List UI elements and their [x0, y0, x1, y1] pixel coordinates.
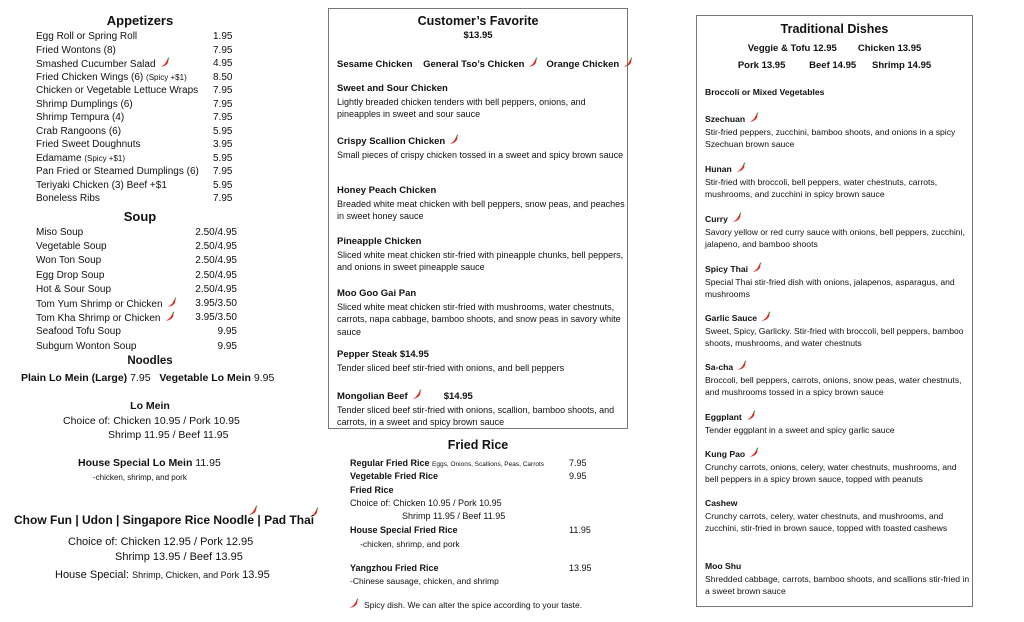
spicy-legend — [348, 598, 582, 612]
quick-item: Orange Chicken — [546, 59, 620, 70]
dish-desc: Small pieces of crispy chicken tossed in a sweet and spicy brown sauce — [337, 149, 624, 160]
dish-name: Moo Shu — [705, 561, 742, 571]
soup-row — [36, 240, 241, 253]
item-name: Tom Kha Shrimp or Chicken — [36, 313, 161, 325]
dish-name-line — [337, 134, 625, 149]
item-price: 1.95 — [213, 31, 233, 42]
appetizer-row — [36, 84, 241, 97]
chili-icon — [751, 262, 762, 273]
traditional-dish — [705, 410, 971, 436]
chili-icon — [166, 297, 177, 308]
dish-name: Curry — [705, 214, 728, 224]
dish-name-line — [705, 447, 971, 461]
fried-rice-line2: Shrimp 11.95 / Beef 11.95 — [402, 511, 506, 521]
dish-desc: Crunchy carrots, celery, water chestnuts, and mushrooms, and zucchini, stir-fried in brown sauce, topped with toasted cashews — [705, 510, 948, 533]
item-price: 7.95 — [213, 193, 233, 204]
lo-mein-line2: Shrimp 11.95 / Beef 11.95 — [108, 429, 229, 441]
house-lo-mein-name: House Special Lo Mein — [78, 457, 193, 469]
traditional-title: Traditional Dishes — [780, 22, 889, 36]
favorite-dish — [337, 185, 625, 223]
item-price: 9.95 — [217, 326, 237, 338]
dish-name: Eggplant — [705, 412, 742, 422]
fried-rice-choice-title: Fried Rice — [350, 485, 394, 495]
item-name: Won Ton Soup — [36, 255, 102, 267]
favorite-dish — [337, 349, 625, 374]
item-name: Shrimp Tempura (4) — [36, 112, 125, 123]
chow-line1: Choice of: Chicken 12.95 / Pork 12.95 — [68, 536, 254, 548]
dish-name-line — [337, 389, 625, 404]
item-price: 9.95 — [217, 340, 237, 352]
veg-lo-mein-name: Vegetable Lo Mein — [159, 372, 251, 384]
soup-row — [36, 254, 241, 267]
favorite-dish — [337, 134, 625, 161]
item-name: Smashed Cucumber Salad — [36, 59, 156, 70]
dish-desc: Broccoli, bell peppers, carrots, onions, snow peas, water chestnuts, and mushrooms tossed in a spicy brown sauce — [705, 374, 962, 397]
traditional-dish — [705, 212, 971, 251]
item-name: Egg Drop Soup — [36, 269, 105, 281]
yangzhou-fried-rice-price: 13.95 — [569, 563, 592, 573]
regular-fried-rice-name: Regular Fried Rice — [350, 458, 430, 468]
house-lo-mein-price: 11.95 — [195, 457, 221, 469]
item-price: 7.95 — [213, 112, 233, 123]
dish-name: Spicy Thai — [705, 264, 748, 274]
item-price: 4.95 — [213, 58, 233, 69]
item-price: 2.50/4.95 — [195, 241, 237, 253]
dish-name: Pineapple Chicken — [337, 236, 422, 247]
item-name: Egg Roll or Spring Roll — [36, 31, 138, 42]
item-name: Tom Yum Shrimp or Chicken — [36, 299, 163, 310]
traditional-dishes-box — [696, 15, 973, 607]
favorite-dish — [337, 236, 625, 274]
soup-row — [36, 325, 241, 338]
dish-name-line — [705, 112, 971, 126]
noodles-title: Noodles — [127, 355, 173, 367]
appetizer-row — [36, 71, 241, 84]
dish-name-line — [705, 311, 971, 325]
favorites-title: Customer’s Favorite — [417, 14, 539, 28]
dish-name: Pepper Steak $14.95 — [337, 349, 429, 360]
item-price: 2.50/4.95 — [195, 269, 237, 281]
lo-mein-line1: Choice of: Chicken 10.95 / Pork 10.95 — [63, 415, 240, 427]
house-lo-mein-desc: -chicken, shrimp, and pork — [93, 473, 187, 482]
item-price: 3.95/3.50 — [195, 298, 237, 309]
item-price: 7.95 — [213, 44, 233, 56]
item-price: 5.95 — [213, 152, 233, 164]
chow-house-price: 13.95 — [242, 569, 270, 581]
protein-price: Chicken 13.95 — [857, 43, 922, 54]
traditional-prices-row1 — [697, 43, 972, 54]
chili-icon — [745, 410, 756, 421]
chili-icon — [748, 112, 759, 123]
dish-desc: Shredded cabbage, carrots, bamboo shoots, and scallions stir-fried in a sweet brown sauce — [705, 573, 970, 596]
dish-name: Sweet and Sour Chicken — [337, 83, 448, 94]
dish-name: Hunan — [705, 164, 732, 174]
item-price: 7.95 — [213, 166, 233, 177]
soup-row — [36, 283, 241, 296]
chili-icon — [736, 360, 747, 371]
veg-option: Broccoli or Mixed Vegetables — [705, 87, 825, 97]
favorite-dish — [337, 288, 625, 338]
regular-fried-rice-price: 7.95 — [569, 458, 587, 468]
yangzhou-fried-rice-desc: -Chinese sausage, chicken, and shrimp — [350, 576, 499, 586]
dish-name-line — [705, 497, 971, 510]
fried-rice-title: Fried Rice — [447, 438, 509, 452]
chili-icon — [731, 212, 742, 223]
favorites-price: $13.95 — [463, 30, 493, 41]
item-name: Pan Fried or Steamed Dumplings (6) — [36, 166, 199, 177]
appetizer-row — [36, 192, 241, 205]
dish-name: Mongolian Beef — [337, 391, 408, 402]
dish-name-line — [337, 349, 625, 362]
dish-name-line — [705, 560, 971, 573]
chili-icon — [159, 57, 170, 68]
chow-house-row — [55, 569, 270, 582]
dish-name-line — [705, 212, 971, 226]
dish-desc: Crunchy carrots, onions, celery, water chestnuts, mushrooms, and bell peppers in a spicy brown sauce, topped with peanuts — [705, 461, 957, 484]
fried-rice-line1: Choice of: Chicken 10.95 / Pork 10.95 — [350, 498, 502, 508]
item-name: Hot & Sour Soup — [36, 283, 112, 295]
dish-name: Honey Peach Chicken — [337, 185, 437, 196]
dish-desc: Stir-fried peppers, zucchini, bamboo shoots, and onions in a spicy Szechuan brown sauce — [705, 126, 956, 149]
lo-mein-title: Lo Mein — [130, 400, 170, 412]
item-price: 5.95 — [213, 179, 233, 191]
dish-desc: Sliced white meat chicken stir-fried with pineapple chunks, bell peppers, and onions in sweet pineapple sauce — [337, 249, 624, 272]
chili-icon — [527, 57, 538, 68]
dish-name-line — [705, 410, 971, 424]
item-price: 2.50/4.95 — [195, 283, 237, 295]
dish-desc: Tender sliced beef stir-fried with onions, and bell peppers — [337, 362, 565, 373]
item-name: Boneless Ribs — [36, 193, 100, 204]
traditional-dish — [705, 112, 971, 151]
favorites-quick-row — [337, 57, 633, 70]
item-note: (Spicy +$1) — [84, 153, 126, 163]
traditional-dish — [705, 447, 971, 486]
chow-house-label: House Special: — [55, 569, 129, 581]
traditional-prices-row2 — [697, 60, 972, 71]
item-price: 3.95 — [213, 139, 233, 150]
soup-title: Soup — [123, 209, 157, 224]
chili-icon — [748, 447, 759, 458]
item-price: 2.50/4.95 — [195, 255, 237, 267]
traditional-dish — [705, 262, 971, 301]
item-price: 5.95 — [213, 125, 233, 137]
item-name: Miso Soup — [36, 227, 84, 238]
dish-name: Kung Pao — [705, 449, 746, 459]
dish-desc: Sweet, Spicy, Garlicky. Stir-fried with broccoli, bell peppers, bamboo shoots, mushrooms, and water chestnuts — [705, 325, 964, 348]
chili-icon — [411, 389, 422, 400]
item-name: Crab Rangoons (6) — [36, 125, 122, 137]
appetizer-row — [36, 57, 241, 71]
dish-desc: Breaded white meat chicken with bell peppers, snow peas, and peaches in sweet honey sauce — [337, 198, 625, 221]
item-name: Chicken or Vegetable Lettuce Wraps — [36, 85, 199, 96]
quick-item: Sesame Chicken — [337, 59, 413, 70]
dish-name-line — [705, 262, 971, 276]
regular-fried-rice-note: Eggs, Onions, Scallions, Peas, Carrots — [432, 461, 545, 468]
chili-icon — [348, 598, 359, 609]
item-name: Fried Sweet Doughnuts — [36, 139, 141, 150]
dish-desc: Sliced white meat chicken stir-fried with mushrooms, water chestnuts, carrots, napa cabbage, bamboo shoots, and snow peas in savory white sauce — [337, 301, 621, 337]
protein-price: Pork 13.95 — [737, 60, 786, 71]
house-fried-rice-name: House Special Fried Rice — [350, 525, 458, 535]
appetizer-row — [36, 179, 241, 192]
chili-icon — [735, 162, 746, 173]
chili-icon — [164, 311, 175, 322]
dish-name: Moo Goo Gai Pan — [337, 288, 417, 299]
dish-name-line — [337, 288, 625, 301]
item-name: Fried Wontons (8) — [36, 44, 116, 56]
customers-favorite-box — [328, 8, 628, 429]
item-price: 3.95/3.50 — [195, 312, 237, 324]
item-name: Subgum Wonton Soup — [36, 340, 137, 352]
traditional-dish — [705, 560, 971, 598]
veg-fried-rice-price: 9.95 — [569, 471, 587, 481]
protein-price: Veggie & Tofu 12.95 — [747, 43, 837, 54]
protein-price: Shrimp 14.95 — [872, 60, 932, 71]
protein-price: Beef 14.95 — [809, 60, 857, 71]
dish-name-line — [337, 236, 625, 249]
appetizer-row — [36, 152, 241, 165]
item-name: Shrimp Dumplings (6) — [36, 98, 133, 110]
veg-fried-rice-name: Vegetable Fried Rice — [350, 471, 439, 481]
traditional-dish — [705, 360, 971, 399]
item-name: Seafood Tofu Soup — [36, 326, 121, 338]
soup-row — [36, 269, 241, 282]
chow-line2: Shrimp 13.95 / Beef 13.95 — [115, 551, 243, 563]
dish-name: Szechuan — [705, 114, 746, 124]
plain-lo-mein-price: 7.95 — [130, 372, 151, 384]
item-price: 8.50 — [213, 71, 233, 83]
dish-name: Sa-cha — [705, 362, 734, 372]
item-price: 2.50/4.95 — [195, 227, 237, 238]
veg-lo-mein-price: 9.95 — [253, 372, 275, 384]
favorite-dish — [337, 83, 625, 121]
appetizer-row — [36, 138, 241, 151]
traditional-dish — [705, 311, 971, 350]
dish-name: Crispy Scallion Chicken — [337, 136, 446, 147]
dish-name-line — [705, 162, 971, 176]
house-fried-rice-price: 11.95 — [569, 525, 591, 535]
plain-lo-mein-name: Plain Lo Mein (Large) — [21, 372, 128, 384]
appetizers-title: Appetizers — [106, 13, 174, 28]
dish-desc: Tender eggplant in a sweet and spicy garlic sauce — [705, 424, 895, 435]
dish-desc: Savory yellow or red curry sauce with onions, bell peppers, zucchini, jalapeno, and bamboo shoots — [705, 226, 965, 249]
dish-desc: Special Thai stir-fried dish with onions, jalapenos, asparagus, and mushrooms — [705, 276, 955, 299]
spicy-legend-text: Spicy dish. We can alter the spice according to your taste. — [364, 600, 583, 610]
dish-name-line — [337, 83, 625, 96]
item-name: Edamame — [36, 152, 82, 164]
traditional-dish — [705, 497, 971, 535]
dish-price: $14.95 — [443, 391, 473, 402]
dish-name-line — [337, 185, 625, 198]
item-name: Teriyaki Chicken (3) Beef +$1 — [36, 179, 167, 191]
dish-desc: Stir-fried with broccoli, bell peppers, water chestnuts, carrots, mushrooms, and zucchini in spicy brown sauce — [705, 176, 938, 199]
soup-row — [36, 226, 241, 239]
chili-icon — [448, 134, 459, 145]
left-column — [0, 0, 325, 622]
item-note: (Spicy +$1) — [146, 72, 187, 82]
dish-desc: Lightly breaded chicken tenders with bell peppers, onions, and pineapples in sweet and sour sauce — [337, 96, 586, 119]
yangzhou-fried-rice-name: Yangzhou Fried Rice — [350, 563, 439, 573]
item-name: Vegetable Soup — [36, 241, 107, 253]
dish-name: Cashew — [705, 498, 738, 508]
quick-item: General Tso’s Chicken — [423, 59, 525, 70]
favorite-dish — [337, 389, 625, 429]
item-name: Fried Chicken Wings (6) — [36, 71, 144, 83]
appetizer-row — [36, 125, 241, 138]
appetizer-row — [36, 111, 241, 124]
appetizer-row — [36, 165, 241, 178]
chow-house-desc: Shrimp, Chicken, and Pork — [132, 570, 240, 580]
traditional-dish — [705, 162, 971, 201]
regular-fried-rice-row — [350, 457, 544, 471]
house-lo-mein-row — [78, 457, 221, 470]
item-price: 7.95 — [213, 85, 233, 96]
item-price: 7.95 — [213, 98, 233, 110]
dish-name: Garlic Sauce — [705, 313, 758, 323]
house-fried-rice-desc: -chicken, shrimp, and pork — [360, 539, 460, 549]
soup-row — [36, 297, 241, 311]
appetizer-row — [36, 30, 241, 43]
chili-icon — [622, 57, 633, 68]
chili-icon — [760, 311, 771, 322]
chow-fun-title: Chow Fun | Udon | Singapore Rice Noodle | Pad Thai — [14, 513, 315, 527]
noodle-plain-row — [21, 372, 274, 385]
dish-name-line — [705, 360, 971, 374]
soup-row — [36, 340, 241, 353]
soup-row — [36, 311, 241, 325]
dish-desc: Tender sliced beef stir-fried with onions, scallion, bamboo shoots, and carrots, in a sweet and spicy brown sauce — [337, 404, 615, 427]
appetizer-row — [36, 98, 241, 111]
appetizer-row — [36, 44, 241, 57]
